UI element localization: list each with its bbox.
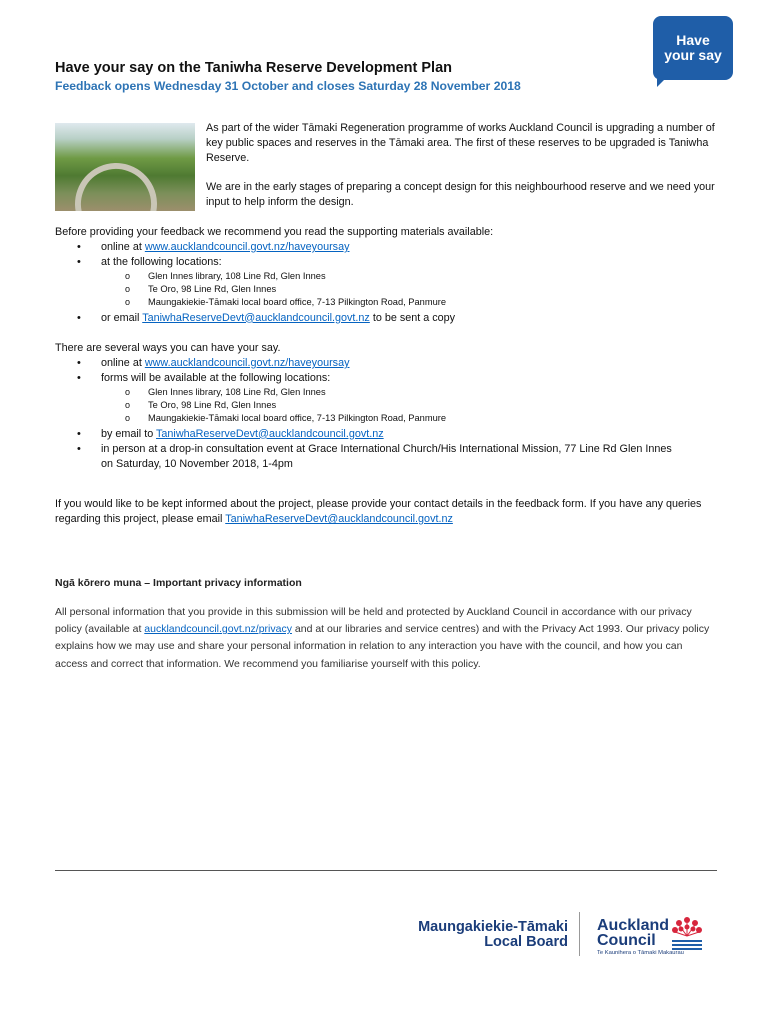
- location-item: o Maungakiekie-Tāmaki local board office, 7-13 Pilkington Road, Panmure: [55, 296, 725, 309]
- page-subtitle: Feedback opens Wednesday 31 October and closes Saturday 28 November 2018: [55, 79, 521, 93]
- board-line-1: Maungakiekie-Tāmaki: [418, 919, 568, 935]
- council-line-2: Council: [597, 932, 656, 949]
- badge-line-2: your say: [664, 47, 722, 63]
- list-item: • online at www.aucklandcouncil.govt.nz/haveyoursay: [55, 240, 725, 255]
- pohutukawa-flower-icon: [668, 914, 706, 954]
- location-item: o Maungakiekie-Tāmaki local board office, 7-13 Pilkington Road, Panmure: [55, 412, 725, 425]
- email-link[interactable]: TaniwhaReserveDevt@aucklandcouncil.govt.nz: [142, 311, 370, 324]
- location-item: o Te Oro, 98 Line Rd, Glen Innes: [55, 283, 725, 296]
- list-item: • or email TaniwhaReserveDevt@aucklandcouncil.govt.nz to be sent a copy: [55, 311, 725, 326]
- materials-list: [55, 240, 725, 326]
- email-link[interactable]: TaniwhaReserveDevt@aucklandcouncil.govt.nz: [156, 427, 384, 440]
- list-item: • in person at a drop-in consultation event at Grace International Church/His International Mission, 77 Line Rd Glen Innes on Saturday, 10 November 2018, 1-4pm: [55, 442, 725, 472]
- email-link[interactable]: TaniwhaReserveDevt@aucklandcouncil.govt.nz: [225, 513, 453, 525]
- page-title: Have your say on the Taniwha Reserve Development Plan: [55, 60, 453, 76]
- list-item: • at the following locations:: [55, 255, 725, 270]
- online-link[interactable]: www.aucklandcouncil.govt.nz/haveyoursay: [144, 241, 350, 253]
- ways-list: [55, 356, 725, 472]
- have-your-say-badge: [653, 16, 733, 80]
- intro-paragraph-2: We are in the early stages of preparing a concept design for this neighbourhood reserve and we need your input to help inform the design.: [206, 181, 715, 208]
- privacy-link[interactable]: aucklandcouncil.govt.nz/privacy: [144, 623, 292, 636]
- intro-paragraph-1: As part of the wider Tāmaki Regeneration programme of works Auckland Council is upgrading a number of key public spaces and reserves in the Tāmaki area. The first of these reserves to be upgraded is Taniwha Reserve.: [206, 122, 715, 164]
- badge-line-1: Have: [676, 32, 710, 48]
- informed-paragraph: If you would like to be kept informed about the project, please provide your contact details in the feedback form. If you have any queries regarding this project, please email TaniwhaReserveDevt@aucklandcouncil.govt.nz: [55, 498, 702, 525]
- list-item: • forms will be available at the following locations:: [55, 371, 725, 386]
- location-item: o Te Oro, 98 Line Rd, Glen Innes: [55, 399, 725, 412]
- footer-divider: [55, 870, 717, 871]
- list-item: • online at www.aucklandcouncil.govt.nz/haveyoursay: [55, 356, 725, 371]
- local-board-logo: [390, 920, 568, 950]
- reserve-photo: [55, 123, 195, 211]
- council-line-1: Auckland: [597, 917, 670, 934]
- council-tagline: Te Kaunihera o Tāmaki Makaurau: [597, 950, 684, 956]
- location-item: o Glen Innes library, 108 Line Rd, Glen Innes: [55, 270, 725, 283]
- privacy-paragraph: All personal information that you provide in this submission will be held and protected by Auckland Council in accordance with our privacy policy (available at aucklandcouncil.govt.nz/privacy and at our libraries and service centres) and with the Privacy Act 1993. Our privacy policy explains how we may use and share your personal information in relation to any interaction you have with the council, and how you can access and correct that information. We recommend you familiarise yourself with this policy.: [55, 606, 710, 670]
- online-link[interactable]: www.aucklandcouncil.govt.nz/haveyoursay: [144, 357, 350, 369]
- list-item: • by email to TaniwhaReserveDevt@aucklandcouncil.govt.nz: [55, 427, 725, 442]
- logo-separator: [579, 912, 580, 956]
- materials-lead: Before providing your feedback we recommend you read the supporting materials available:: [55, 226, 494, 238]
- location-item: o Glen Innes library, 108 Line Rd, Glen Innes: [55, 386, 725, 399]
- board-line-2: Local Board: [484, 934, 568, 950]
- privacy-heading: Ngā kōrero muna – Important privacy information: [55, 577, 302, 589]
- ways-lead: There are several ways you can have your say.: [55, 342, 281, 354]
